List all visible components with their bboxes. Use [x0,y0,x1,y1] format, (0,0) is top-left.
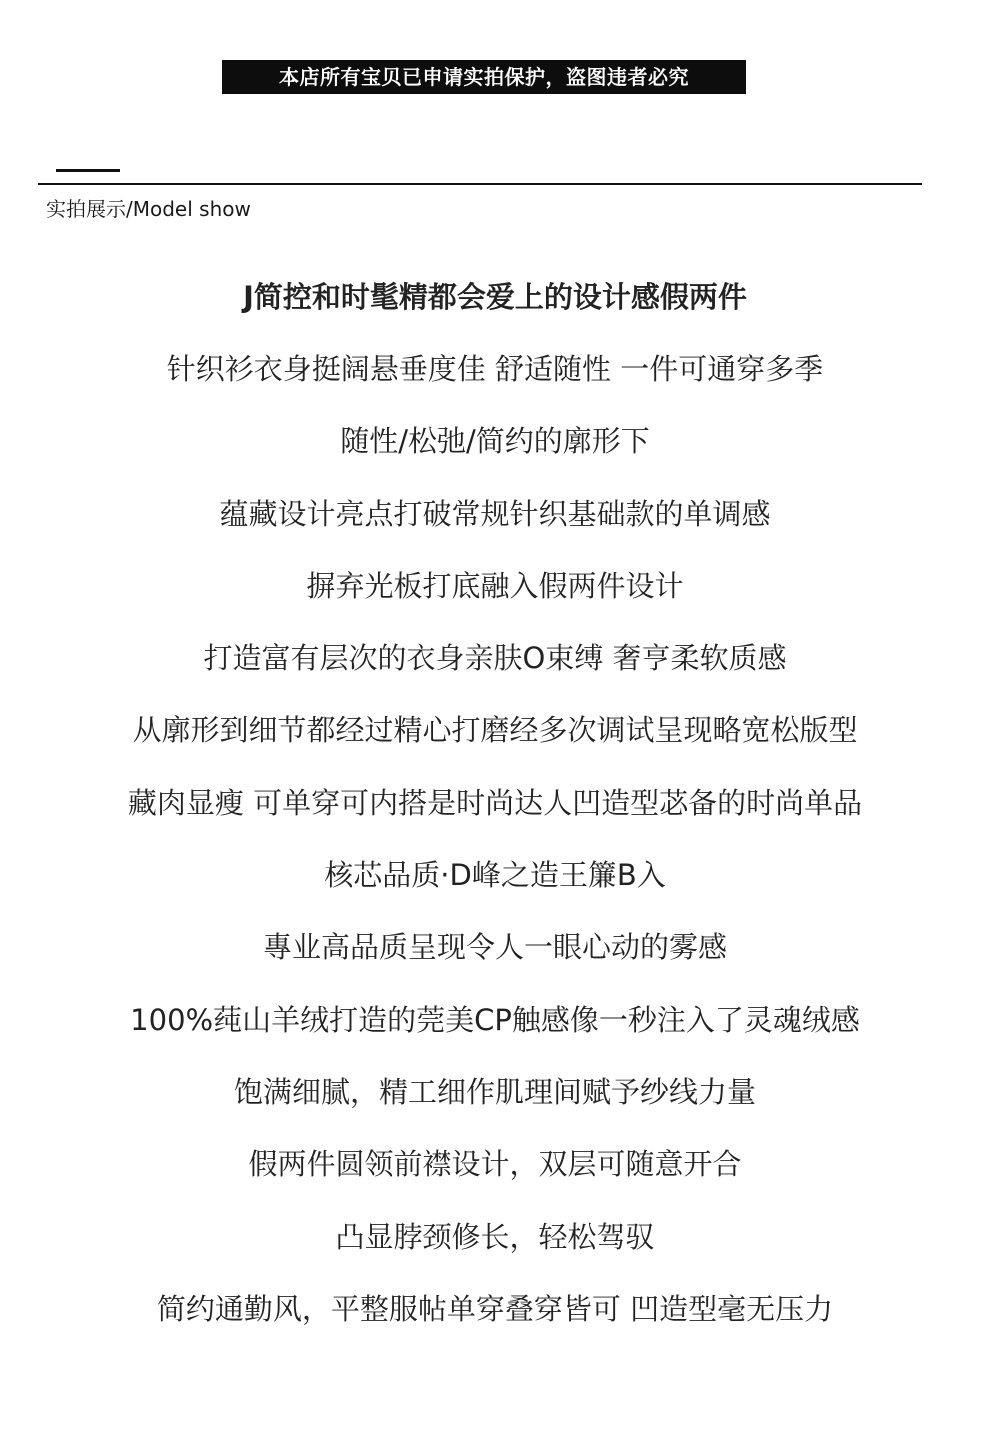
description-line: 100%莼山羊绒打造的莞美CP触感像一秒注入了灵魂绒感 [130,1002,860,1037]
description-lines [0,346,990,1358]
description-line: 从廓形到细节都经过精心打磨经多次调试呈现略宽松版型 [132,713,858,748]
description-line: 简约通勤风，平整服帖单穿叠穿皆可 凹造型毫无压力 [156,1291,834,1326]
description-line: 摒弃光板打底融入假两件设计 [306,568,684,603]
description-line: 核芯品质·D峰之造王簾B入 [324,858,666,893]
section-divider [38,183,922,185]
copyright-notice-text: 本店所有宝贝已申请实拍保护，盗图违者必究 [279,65,689,89]
copyright-notice-banner [222,60,746,94]
section-accent-bar [56,169,120,172]
description-line: 打造富有层次的衣身亲肤O束缚 奢亨柔软质感 [203,641,787,676]
description-headline: J简控和时髦精都会爱上的设计感假两件 [243,280,747,314]
description-line: 随性/松弛/简约的廓形下 [340,424,650,459]
description-line: 專业高品质呈现令人一眼心动的雾感 [262,930,727,965]
description-line: 蕴藏设计亮点打破常规针织基础款的单调感 [219,496,771,531]
description-line: 饱满细腻，精工细作肌理间赋予纱线力量 [233,1074,756,1109]
description-line: 藏肉显瘦 可单穿可内搭是时尚达人凹造型苾备的时尚单品 [127,785,863,820]
description-line: 凸显脖颈修长，轻松驾驭 [335,1219,655,1254]
description-line: 针织衫衣身挺阔悬垂度佳 舒适随性 一件可通穿多季 [166,352,824,386]
section-title: 实拍展示/Model show [46,197,251,221]
description-line: 假两件圆领前襟设计，双层可随意开合 [248,1147,742,1182]
